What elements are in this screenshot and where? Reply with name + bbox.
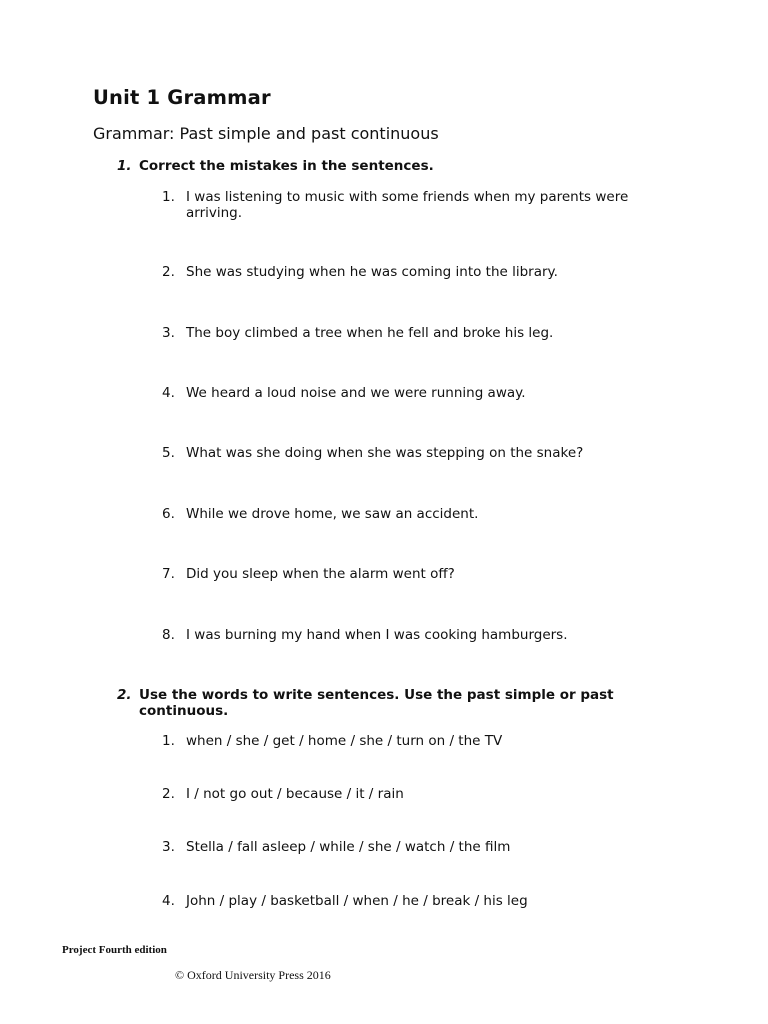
item-text: What was she doing when she was stepping on the snake?: [186, 445, 584, 461]
item-text: The boy climbed a tree when he fell and broke his leg.: [186, 325, 554, 341]
list-item: [162, 566, 662, 582]
list-item: [162, 264, 662, 280]
page-title: Unit 1 Grammar: [93, 86, 271, 109]
page-subtitle: Grammar: Past simple and past continuous: [93, 124, 439, 143]
section-1-heading: [117, 158, 659, 174]
item-number: 2.: [162, 264, 175, 280]
item-text: when / she / get / home / she / turn on / the TV: [186, 733, 503, 749]
list-item: [162, 627, 662, 643]
list-item: [162, 786, 662, 802]
item-number: 7.: [162, 566, 175, 582]
item-number: 3.: [162, 325, 175, 341]
item-number: 1.: [162, 189, 175, 205]
list-item: [162, 385, 662, 401]
item-text: Stella / fall asleep / while / she / watch / the film: [186, 839, 511, 855]
list-item: [162, 325, 662, 341]
list-item: [162, 189, 662, 221]
item-number: 8.: [162, 627, 175, 643]
item-text: While we drove home, we saw an accident.: [186, 506, 479, 522]
item-number: 6.: [162, 506, 175, 522]
section-2-number: 2.: [117, 687, 132, 703]
item-text: I was burning my hand when I was cooking hamburgers.: [186, 627, 568, 643]
item-text: Did you sleep when the alarm went off?: [186, 566, 455, 582]
footer-copyright: © Oxford University Press 2016: [175, 968, 331, 982]
item-text: She was studying when he was coming into the library.: [186, 264, 558, 280]
list-item: [162, 733, 662, 749]
item-number: 1.: [162, 733, 175, 749]
item-text: I was listening to music with some friends when my parents were arriving.: [186, 189, 629, 221]
item-number: 5.: [162, 445, 175, 461]
list-item: [162, 506, 662, 522]
list-item: [162, 839, 662, 855]
item-number: 3.: [162, 839, 175, 855]
list-item: [162, 893, 662, 909]
item-text: I / not go out / because / it / rain: [186, 786, 404, 802]
item-number: 4.: [162, 893, 175, 909]
item-text: We heard a loud noise and we were running away.: [186, 385, 526, 401]
footer-edition: Project Fourth edition: [62, 944, 167, 956]
item-text: John / play / basketball / when / he / break / his leg: [186, 893, 528, 909]
item-number: 2.: [162, 786, 175, 802]
item-number: 4.: [162, 385, 175, 401]
section-2-heading: [117, 687, 659, 719]
list-item: [162, 445, 662, 461]
section-2-instruction: Use the words to write sentences. Use the past simple or past continuous.: [139, 687, 614, 719]
section-1-number: 1.: [117, 158, 132, 174]
section-1-instruction: Correct the mistakes in the sentences.: [139, 158, 434, 174]
